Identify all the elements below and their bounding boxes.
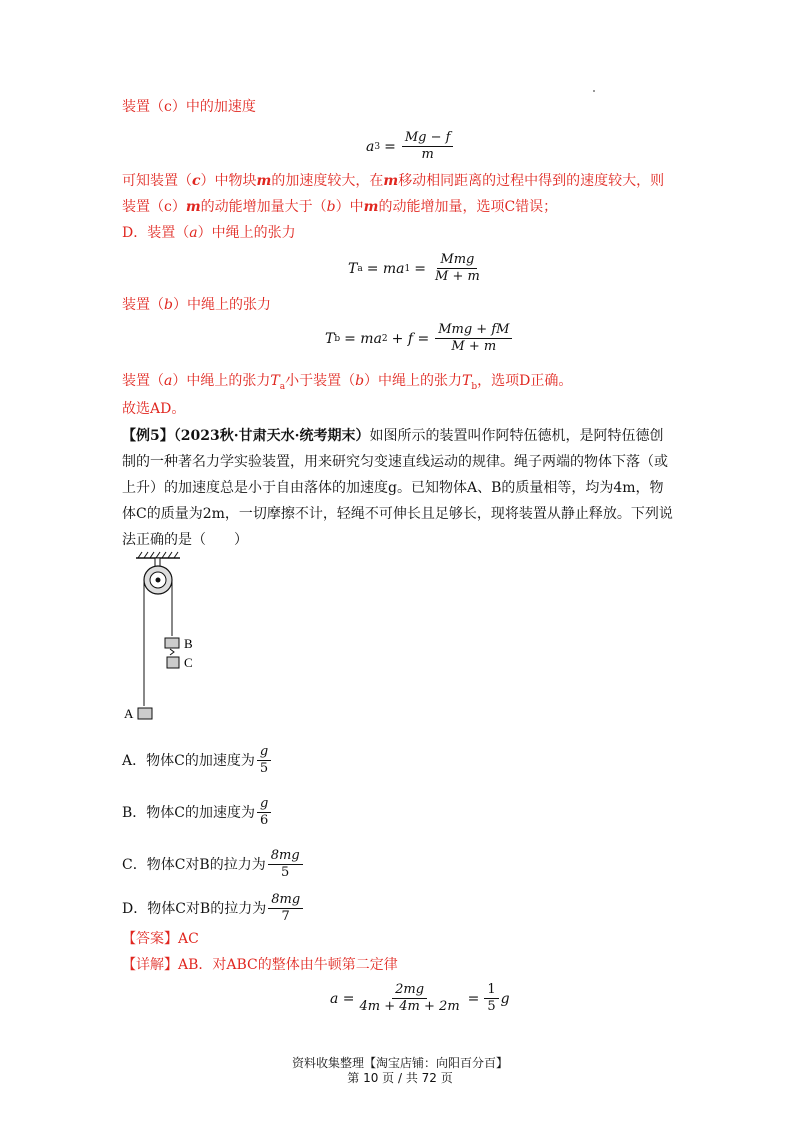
device-b-heading: 装置（b）中绳上的张力: [122, 297, 271, 313]
fraction: $\frac{Mg - f}{m}$: [402, 130, 454, 163]
option-d-heading: D．装置（a）中绳上的张力: [122, 225, 296, 241]
equation-tb: T b = ma 2 + f = $\frac{\text{Mmg + fM}}{M + m}$: [325, 322, 514, 355]
fraction: $\frac{\text{Mmg}}{M + m}$: [435, 252, 480, 284]
footer-shop: 资料收集整理【淘宝店铺：向阳百分百】: [291, 1056, 508, 1070]
ceiling-hatch: [138, 552, 178, 558]
footer-page-number: 第 10 页 / 共 72 页: [347, 1071, 453, 1085]
detail-label: 【详解】AB．对ABC的整体由牛顿第二定律: [122, 957, 398, 973]
pulley-axle: [156, 578, 161, 583]
fraction: $\frac{8mg}{7}$: [268, 892, 303, 925]
block-b: [165, 638, 179, 648]
answer-label: 【答案】AC: [122, 931, 199, 947]
fraction: $\frac{8mg}{5}$: [268, 848, 303, 881]
label-c: C: [184, 655, 193, 670]
device-c-heading: 装置（c）中的加速度: [122, 99, 256, 115]
fraction: $\frac{\text{Mmg + fM}}{M + m}$: [435, 322, 512, 355]
option-a[interactable]: A．物体C的加速度为 $\frac{g}{5}$: [122, 744, 273, 777]
example-line1: 【例5】（2023秋·甘肃天水·统考期末）如图所示的装置叫作阿特伍德机，是阿特伍德创: [122, 428, 664, 444]
example-line4: 体C的质量为2m，一切摩擦不计，轻绳不可伸长且足够长，现将装置从静止释放。下列说: [122, 506, 673, 522]
example-line2: 制的一种著名力学实验装置，用来研究匀变速直线运动的规律。绳子两端的物体下落（或: [122, 454, 668, 470]
compare-line: 装置（a）中绳上的张力$T_a$小于装置（b）中绳上的张力$T_b$，选项D正确。: [122, 373, 573, 392]
block-a: [138, 708, 152, 719]
block-c: [167, 657, 179, 668]
fraction: $\frac{g}{6}$: [257, 796, 271, 829]
fraction: $\frac{2mg}{4m + 4m + 2m}$: [359, 982, 460, 1014]
example-line5: 法正确的是（ ）: [122, 532, 248, 548]
equation-ta: T a = ma 1 = $\frac{\text{Mmg}}{M + m}$: [348, 252, 485, 285]
example-line3: 上升）的加速度总是小于自由落体的加速度g。已知物体A、B的质量相等，均为4m，物: [122, 480, 664, 496]
know-c-line1: 可知装置（c）中物块m的加速度较大，在m移动相同距离的过程中得到的速度较大，则: [122, 173, 665, 189]
equation-a-total: a = $\frac{2mg}{4m + 4m + 2m}$ = $\frac{1}{5}$ g: [330, 982, 510, 1014]
hook-bc: [170, 649, 174, 655]
equation-a3: a 3 = $\frac{Mg - f}{m}$: [366, 130, 455, 163]
label-a: A: [124, 706, 134, 721]
option-d[interactable]: D．物体C对B的拉力为 $\frac{8mg}{7}$: [122, 892, 305, 925]
answer-ad: 故选AD。: [122, 401, 186, 417]
atwood-machine-diagram: [118, 548, 218, 726]
option-c[interactable]: C．物体C对B的拉力为 $\frac{8mg}{5}$: [122, 848, 305, 881]
fraction: $\frac{1}{5}$: [484, 982, 498, 1015]
scan-dot: [593, 90, 595, 92]
fraction: $\frac{g}{5}$: [257, 744, 271, 777]
know-c-line2: 装置（c）m的动能增加量大于（b）中m的动能增加量，选项C错误；: [122, 199, 558, 215]
option-b[interactable]: B．物体C的加速度为 $\frac{g}{6}$: [122, 796, 273, 829]
label-b: B: [184, 636, 193, 651]
